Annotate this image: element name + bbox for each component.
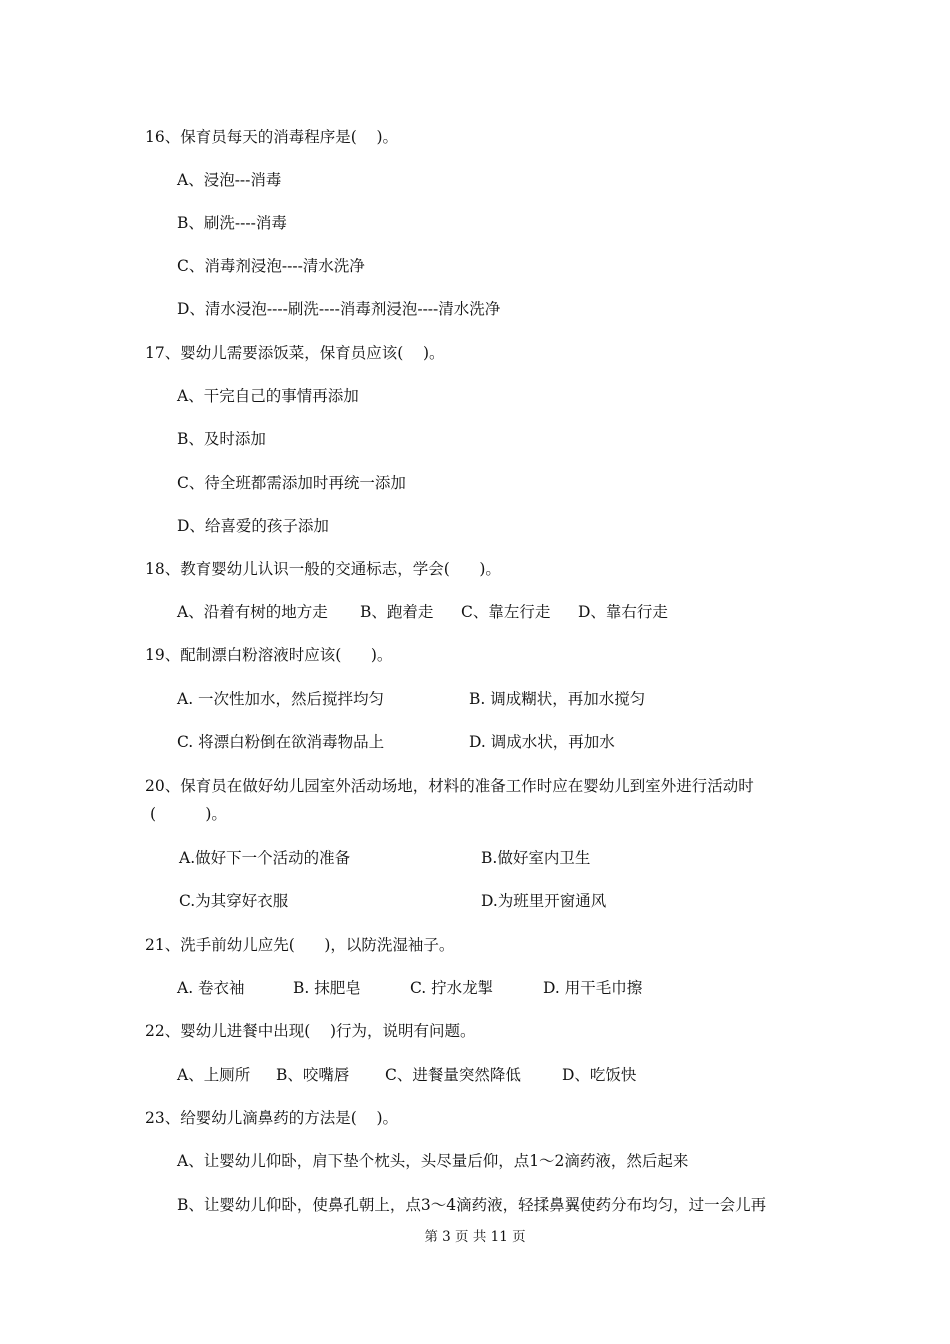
question-21-option-a: A. 卷衣袖 — [177, 979, 245, 997]
question-22-option-c: C、进餐量突然降低 — [385, 1066, 521, 1084]
question-16-option-a: A、浸泡---消毒 — [177, 171, 282, 189]
question-20-option-b: B.做好室内卫生 — [481, 849, 591, 867]
question-20-stem-continued: ( )。 — [150, 805, 227, 823]
question-22-option-b: B、咬嘴唇 — [276, 1066, 350, 1084]
question-21-stem: 21、洗手前幼儿应先( )，以防洗湿袖子。 — [145, 936, 455, 954]
question-22-option-d: D、吃饭快 — [562, 1066, 637, 1084]
question-23-option-a: A、让婴幼儿仰卧，肩下垫个枕头，头尽量后仰，点1～2滴药液，然后起来 — [177, 1152, 689, 1170]
question-21-option-d: D. 用干毛巾擦 — [543, 979, 643, 997]
question-18-option-b: B、跑着走 — [360, 603, 434, 621]
question-21-option-c: C. 拧水龙掣 — [410, 979, 494, 997]
question-20-stem: 20、保育员在做好幼儿园室外活动场地，材料的准备工作时应在婴幼儿到室外进行活动时 — [145, 777, 754, 795]
question-21-option-b: B. 抹肥皂 — [293, 979, 361, 997]
question-18-stem: 18、教育婴幼儿认识一般的交通标志，学会( )。 — [145, 560, 501, 578]
question-17-option-a: A、干完自己的事情再添加 — [177, 387, 359, 405]
question-20-option-a: A.做好下一个活动的准备 — [179, 849, 351, 867]
question-22-stem: 22、婴幼儿进餐中出现( )行为，说明有问题。 — [145, 1022, 476, 1040]
question-16-option-c: C、消毒剂浸泡----清水洗净 — [177, 257, 365, 275]
question-19-option-a: A. 一次性加水，然后搅拌均匀 — [177, 690, 385, 708]
question-16-option-d: D、清水浸泡----刷洗----消毒剂浸泡----清水洗净 — [177, 300, 501, 318]
question-20-option-d: D.为班里开窗通风 — [481, 892, 607, 910]
question-16-stem: 16、保育员每天的消毒程序是( )。 — [145, 128, 399, 146]
question-20-option-c: C.为其穿好衣服 — [179, 892, 289, 910]
question-18-option-a: A、沿着有树的地方走 — [177, 603, 328, 621]
question-17-stem: 17、婴幼儿需要添饭菜，保育员应该( )。 — [145, 344, 445, 362]
question-19-option-c: C. 将漂白粉倒在欲消毒物品上 — [177, 733, 385, 751]
question-17-option-d: D、给喜爱的孩子添加 — [177, 517, 329, 535]
question-22-option-a: A、上厕所 — [177, 1066, 251, 1084]
question-23-option-b: B、让婴幼儿仰卧，使鼻孔朝上，点3～4滴药液，轻揉鼻翼使药分布均匀，过一会儿再 — [177, 1196, 767, 1214]
question-17-option-b: B、及时添加 — [177, 430, 266, 448]
question-19-option-d: D. 调成水状，再加水 — [469, 733, 615, 751]
question-19-stem: 19、配制漂白粉溶液时应该( )。 — [145, 646, 393, 664]
question-23-stem: 23、给婴幼儿滴鼻药的方法是( )。 — [145, 1109, 399, 1127]
question-19-option-b: B. 调成糊状，再加水搅匀 — [469, 690, 646, 708]
question-18-option-c: C、靠左行走 — [461, 603, 551, 621]
question-18-option-d: D、靠右行走 — [578, 603, 668, 621]
question-16-option-b: B、刷洗----消毒 — [177, 214, 287, 232]
question-17-option-c: C、待全班都需添加时再统一添加 — [177, 474, 406, 492]
page-footer: 第 3 页 共 11 页 — [424, 1229, 526, 1245]
